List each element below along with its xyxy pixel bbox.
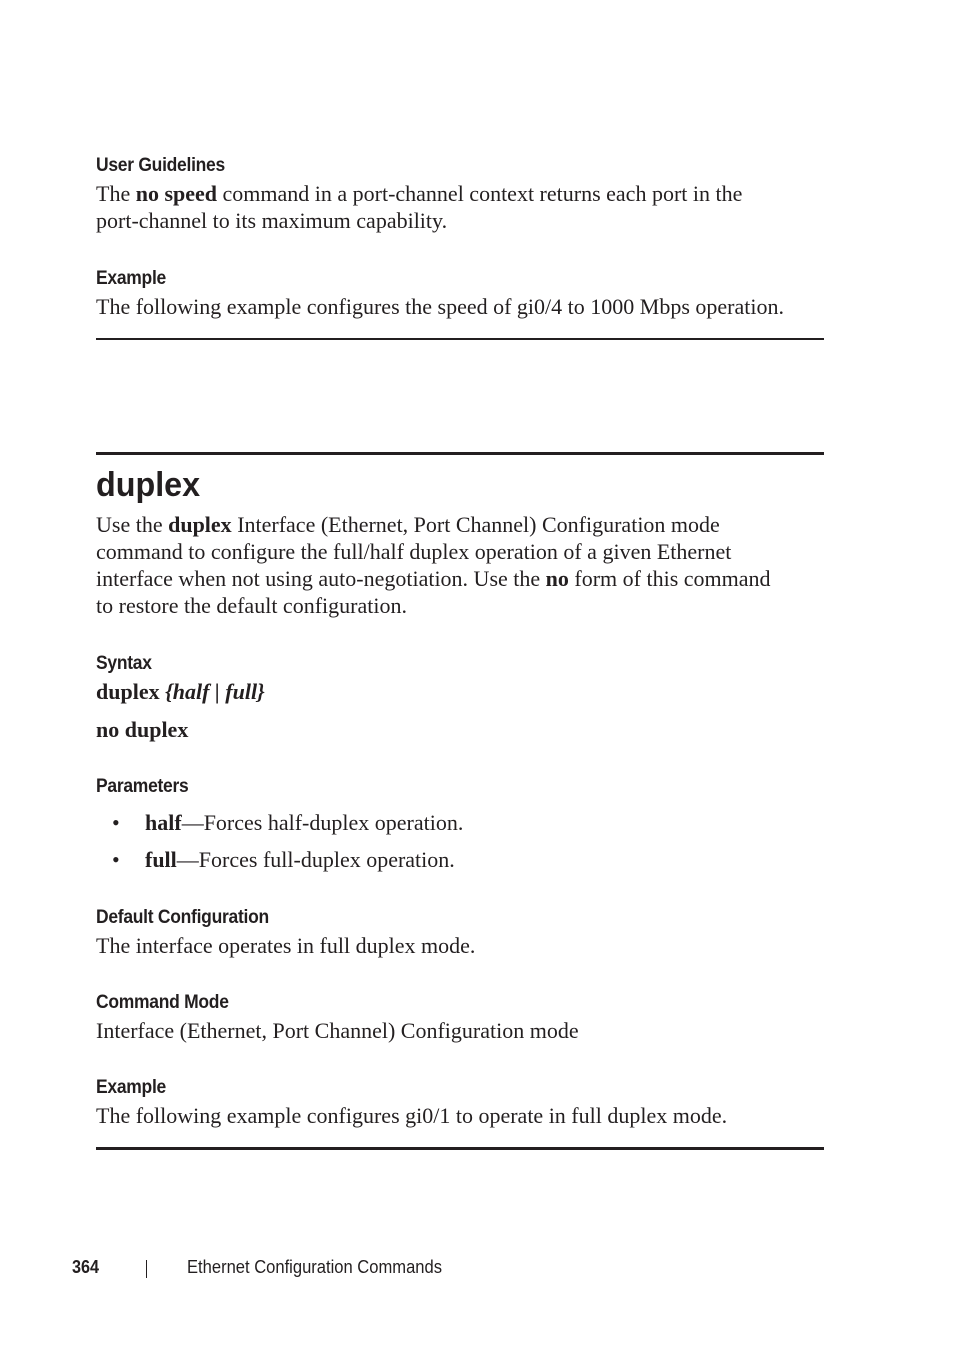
default-config-heading: Default Configuration [96,907,269,928]
footer-divider [146,1260,147,1278]
syntax-heading: Syntax [96,653,152,674]
syntax-command [96,678,836,705]
user-guidelines-text [96,180,836,234]
user-guidelines-heading: User Guidelines [96,155,225,176]
syntax-cmd: duplex [96,679,160,704]
command-mode-heading: Command Mode [96,992,229,1013]
footer-chapter-title: Ethernet Configuration Commands [187,1257,442,1277]
example-heading: Example [96,1077,166,1098]
intro-line-4: to restore the default configuration. [96,593,407,618]
prev-example-heading: Example [96,268,166,289]
section-start-rule [96,452,824,455]
intro-line-1: Use the duplex Interface (Ethernet, Port Channel) Configuration mode [96,512,720,537]
default-config-text: The interface operates in full duplex mode. [96,933,476,958]
prev-example-text: The following example configures the speed of gi0/4 to 1000 Mbps operation. [96,294,784,319]
user-guidelines-line-1: The no speed command in a port-channel context returns each port in the [96,181,743,206]
intro-line-3: interface when not using auto-negotiation. Use the no form of this command [96,566,771,591]
syntax-no-cmd: no duplex [96,717,189,742]
syntax-args: {half | full} [165,679,265,704]
bullet-icon: • [112,847,120,872]
parameter-item-half: half—Forces half-duplex operation. [145,810,464,835]
command-mode-text: Interface (Ethernet, Port Channel) Configuration mode [96,1018,579,1043]
page-title: duplex [96,466,201,504]
section-end-rule [96,1147,824,1150]
example-text: The following example configures gi0/1 to operate in full duplex mode. [96,1103,728,1128]
user-guidelines-line-2: port-channel to its maximum capability. [96,208,448,233]
no-keyword: no [545,566,569,591]
duplex-keyword: duplex [168,512,232,537]
section-end-rule [96,338,824,340]
duplex-intro [96,511,836,619]
intro-line-2: command to configure the full/half duplex operation of a given Ethernet [96,539,732,564]
page-number: 364 [72,1257,100,1277]
parameter-item-full: full—Forces full-duplex operation. [145,847,455,872]
bullet-icon: • [112,810,120,835]
no-speed-keyword: no speed [135,181,217,206]
syntax-no-command [96,716,836,743]
parameters-heading: Parameters [96,776,189,797]
